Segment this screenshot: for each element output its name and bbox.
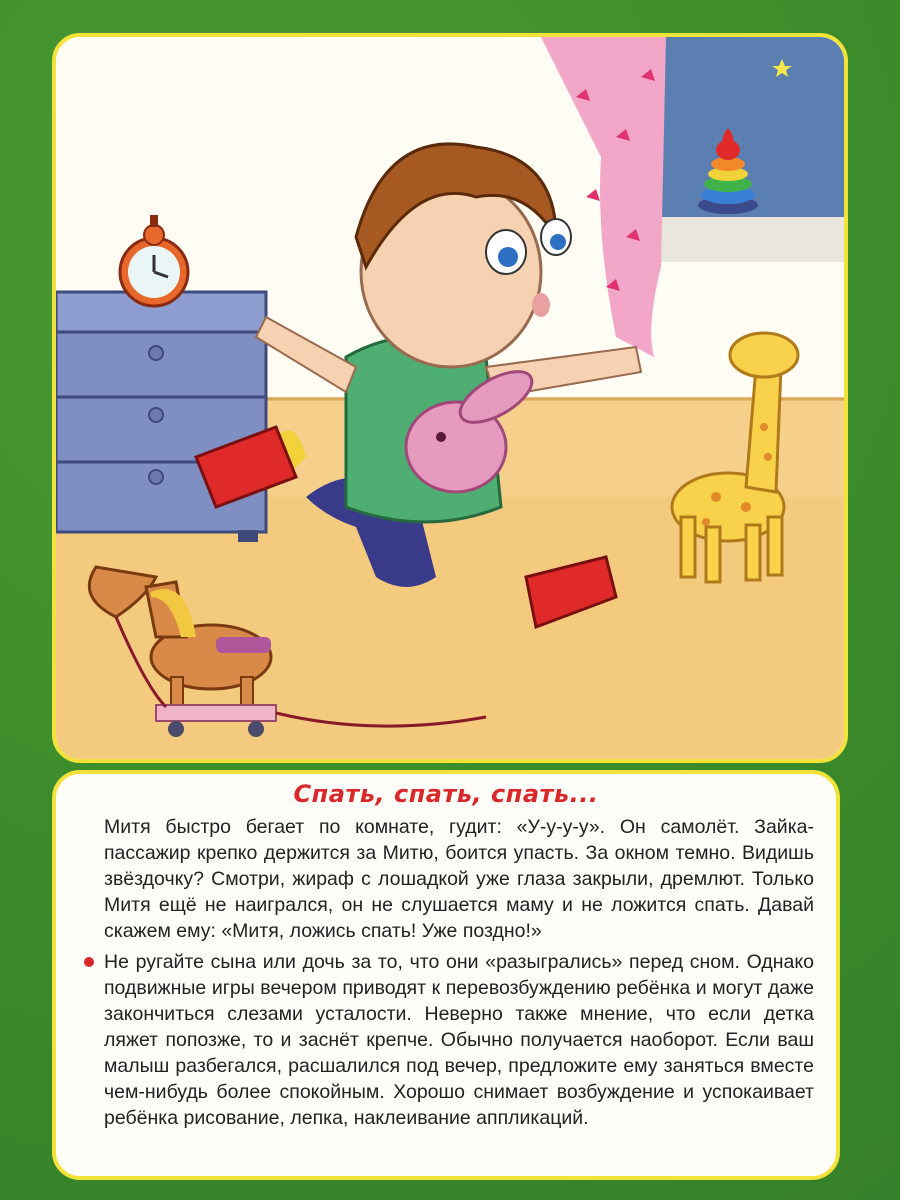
room-illustration: [56, 37, 844, 759]
illustration-frame: [52, 33, 848, 763]
dresser: [56, 292, 266, 542]
advice-paragraph: Не ругайте сына или дочь за то, что они «разыгрались» перед сном. Однако подвижные игры вечером приводят к перевозбуждению ребёнка и могут даже закончиться слезами усталости. Неверно также мнение, что если детка ляжет попозже, то и заснёт крепче. Обычно получается наоборот. Если ваш малыш разбегался, расшалился под вечер, предложите ему заняться вместе чем-нибудь более спокойным. Хорошо снимает возбуждение и успокаивает ребёнка рисование, лепка, наклеивание аппликаций.: [104, 951, 814, 1129]
story-paragraph: Митя быстро бегает по комнате, гудит: «У-у-у-у». Он самолёт. Зайка-пассажир крепко держится за Митю, боится упасть. За окном темно. Видишь звёздочку? Смотри, жираф с лошадкой уже глаза закрыли, дремлют. Только Митя ещё не наигрался, он не слушается маму и не ложится спать. Давай скажем ему: «Митя, ложись спать! Уже поздно!»: [104, 816, 814, 942]
text-panel: [52, 770, 840, 1180]
story-title: Спать, спать, спать...: [293, 780, 599, 808]
window: [646, 37, 844, 262]
bullet-icon: [84, 957, 94, 967]
